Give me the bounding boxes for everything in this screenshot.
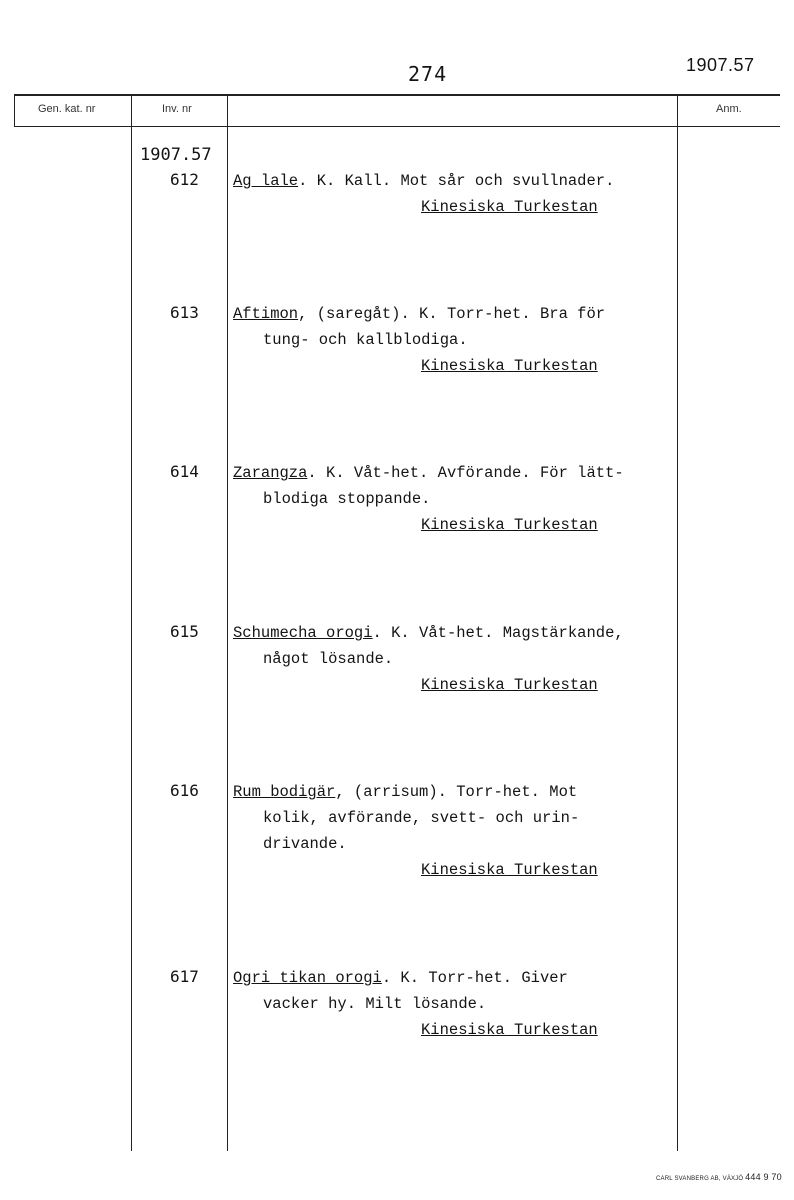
entry-origin: Kinesiska Turkestan (421, 198, 598, 216)
entry-line-1 (233, 620, 679, 646)
entry-line-3: drivande. (263, 835, 347, 853)
entry-name: Zarangza (233, 464, 308, 482)
entry-line-1 (233, 301, 679, 327)
printer-mark (656, 1172, 782, 1182)
entry-description: , (arrisum). Torr-het. Mot (335, 783, 578, 801)
entry-line-1 (233, 168, 679, 194)
entry-name: Ogri tikan orogi (233, 969, 382, 987)
entry-name: Ag lale (233, 172, 299, 190)
year-label: 1907.57 (140, 145, 212, 165)
header-top-rule (14, 94, 780, 96)
column-header-gen-kat: Gen. kat. nr (38, 103, 96, 115)
inv-number: 616 (170, 781, 199, 800)
inv-number: 613 (170, 303, 199, 322)
column-header-anm: Anm. (716, 103, 742, 115)
entry-description: , (saregåt). K. Torr-het. Bra för (298, 305, 606, 323)
entry-name: Schumecha orogi (233, 624, 373, 642)
entry-description: . K. Kall. Mot sår och svullnader. (298, 172, 615, 190)
form-code: 444 9 70 (745, 1172, 782, 1182)
entry-line-2: blodiga stoppande. (263, 490, 431, 508)
catalog-entry (233, 301, 679, 379)
printer-name: CARL SVANBERG AB, VÄXJÖ (656, 1176, 744, 1182)
catalog-entry (233, 460, 679, 538)
corner-reference: 1907.57 (686, 55, 755, 75)
entry-origin: Kinesiska Turkestan (421, 1021, 598, 1039)
entry-description: . K. Våt-het. Magstärkande, (372, 624, 624, 642)
entry-origin: Kinesiska Turkestan (421, 357, 598, 375)
inv-number: 615 (170, 622, 199, 641)
catalog-entry (233, 965, 679, 1043)
entry-name: Aftimon (233, 305, 299, 323)
entry-line-1 (233, 460, 679, 486)
entry-origin: Kinesiska Turkestan (421, 516, 598, 534)
inv-number: 614 (170, 462, 199, 481)
catalog-entry (233, 779, 679, 883)
header-bottom-rule (14, 126, 780, 127)
inv-number: 612 (170, 170, 199, 189)
page-number: 274 (408, 62, 448, 86)
entry-name: Rum bodigär (233, 783, 336, 801)
entry-line-1 (233, 965, 679, 991)
entry-line-2: vacker hy. Milt lösande. (263, 995, 487, 1013)
catalog-entry (233, 620, 679, 698)
entry-line-1 (233, 779, 679, 805)
column-divider-1 (131, 95, 132, 1151)
column-header-inv: Inv. nr (162, 103, 192, 115)
entry-description: . K. Torr-het. Giver (381, 969, 568, 987)
entry-line-2: tung- och kallblodiga. (263, 331, 468, 349)
left-border (14, 95, 15, 127)
entry-origin: Kinesiska Turkestan (421, 676, 598, 694)
catalog-entry (233, 168, 679, 220)
entry-description: . K. Våt-het. Avförande. För lätt- (307, 464, 624, 482)
column-divider-2 (227, 95, 228, 1151)
inv-number: 617 (170, 967, 199, 986)
entry-origin: Kinesiska Turkestan (421, 861, 598, 879)
entry-line-2: något lösande. (263, 650, 394, 668)
entry-line-2: kolik, avförande, svett- och urin- (263, 809, 580, 827)
